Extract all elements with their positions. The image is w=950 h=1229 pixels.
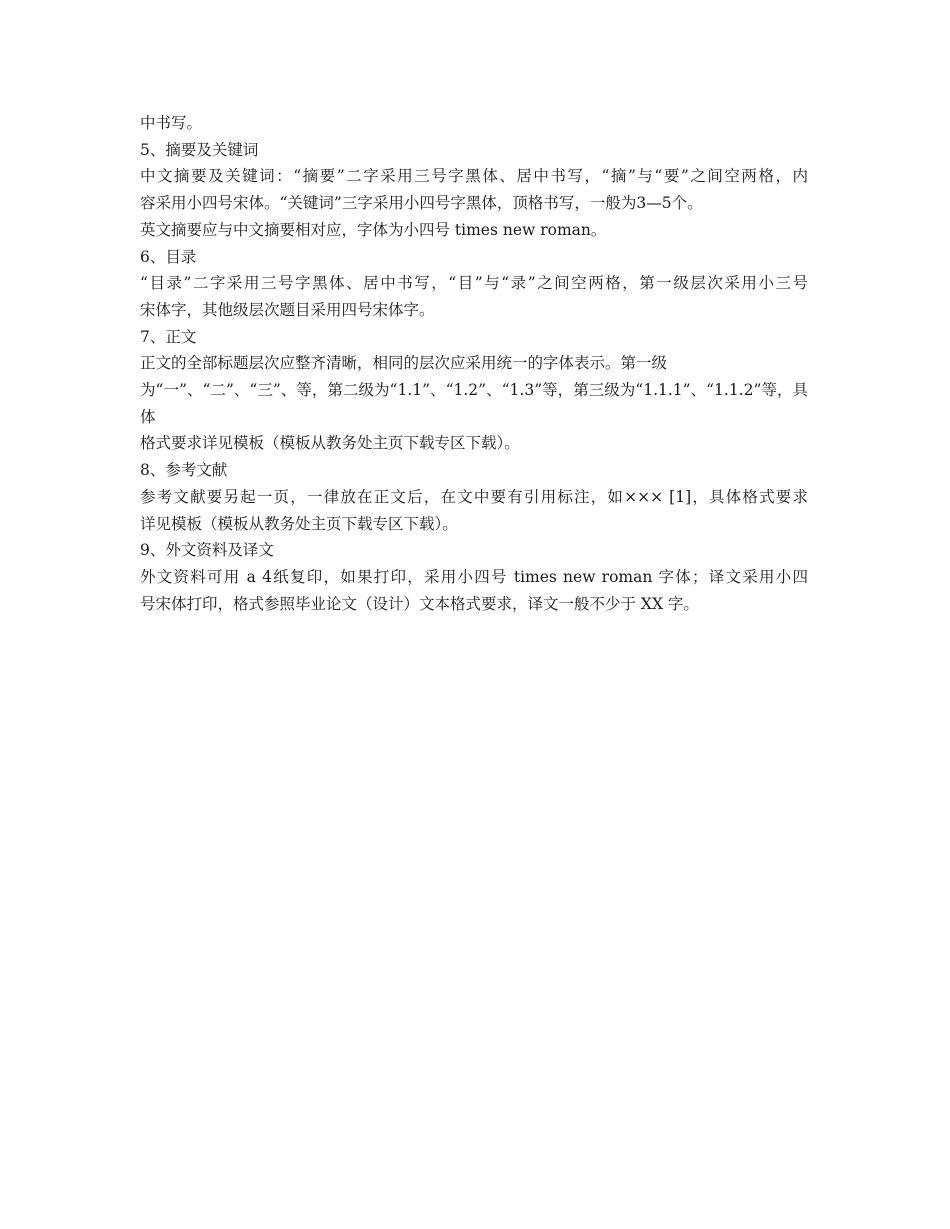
- paragraph-line: 格式要求详见模板（模板从教务处主页下载专区下载）。: [140, 434, 520, 453]
- paragraph-line: 容采用小四号宋体。“关键词”三字采用小四号字黑体，顶格书写，一般为3—5个。: [140, 194, 703, 213]
- paragraph-line: 英文摘要应与中文摘要相对应，字体为小四号 times new roman。: [140, 220, 607, 239]
- paragraph-line: 外文资料可用 a 4纸复印，如果打印，采用小四号 times new roman 字体；译文采用小四: [140, 567, 808, 586]
- paragraph-line: 宋体字，其他级层次题目采用四号宋体字。: [140, 300, 435, 319]
- paragraph-line: 详见模板（模板从教务处主页下载专区下载）。: [140, 514, 458, 533]
- section-heading-toc: 6、目录: [140, 247, 197, 266]
- section-heading-abstract-keywords: 5、摘要及关键词: [140, 140, 259, 159]
- paragraph-line: 正文的全部标题层次应整齐清晰，相同的层次应采用统一的字体表示。第一级: [140, 354, 668, 373]
- section-heading-references: 8、参考文献: [140, 461, 228, 480]
- section-heading-foreign-materials: 9、外文资料及译文: [140, 541, 274, 560]
- document-body: [140, 110, 808, 617]
- paragraph-line: “目录”二字采用三号字黑体、居中书写，“目”与“录”之间空两格，第一级层次采用小三号: [140, 274, 808, 293]
- paragraph-line: 中文摘要及关键词：“摘要”二字采用三号字黑体、居中书写，“摘”与“要”之间空两格，内: [140, 167, 808, 186]
- section-heading-body-text: 7、正文: [140, 327, 197, 346]
- text-line-continuation: 中书写。: [140, 114, 203, 132]
- paragraph-line: 为“一”、“二”、“三”、等，第二级为“1.1”、“1.2”、“1.3”等，第三级为“1.1.1”、“1.1.2”等，具体: [140, 381, 808, 426]
- paragraph-line: 号宋体打印，格式参照毕业论文（设计）文本格式要求，译文一般不少于 XX 字。: [140, 594, 699, 613]
- paragraph-line: 参考文献要另起一页，一律放在正文后，在文中要有引用标注，如××× [1]，具体格式要求: [140, 487, 808, 506]
